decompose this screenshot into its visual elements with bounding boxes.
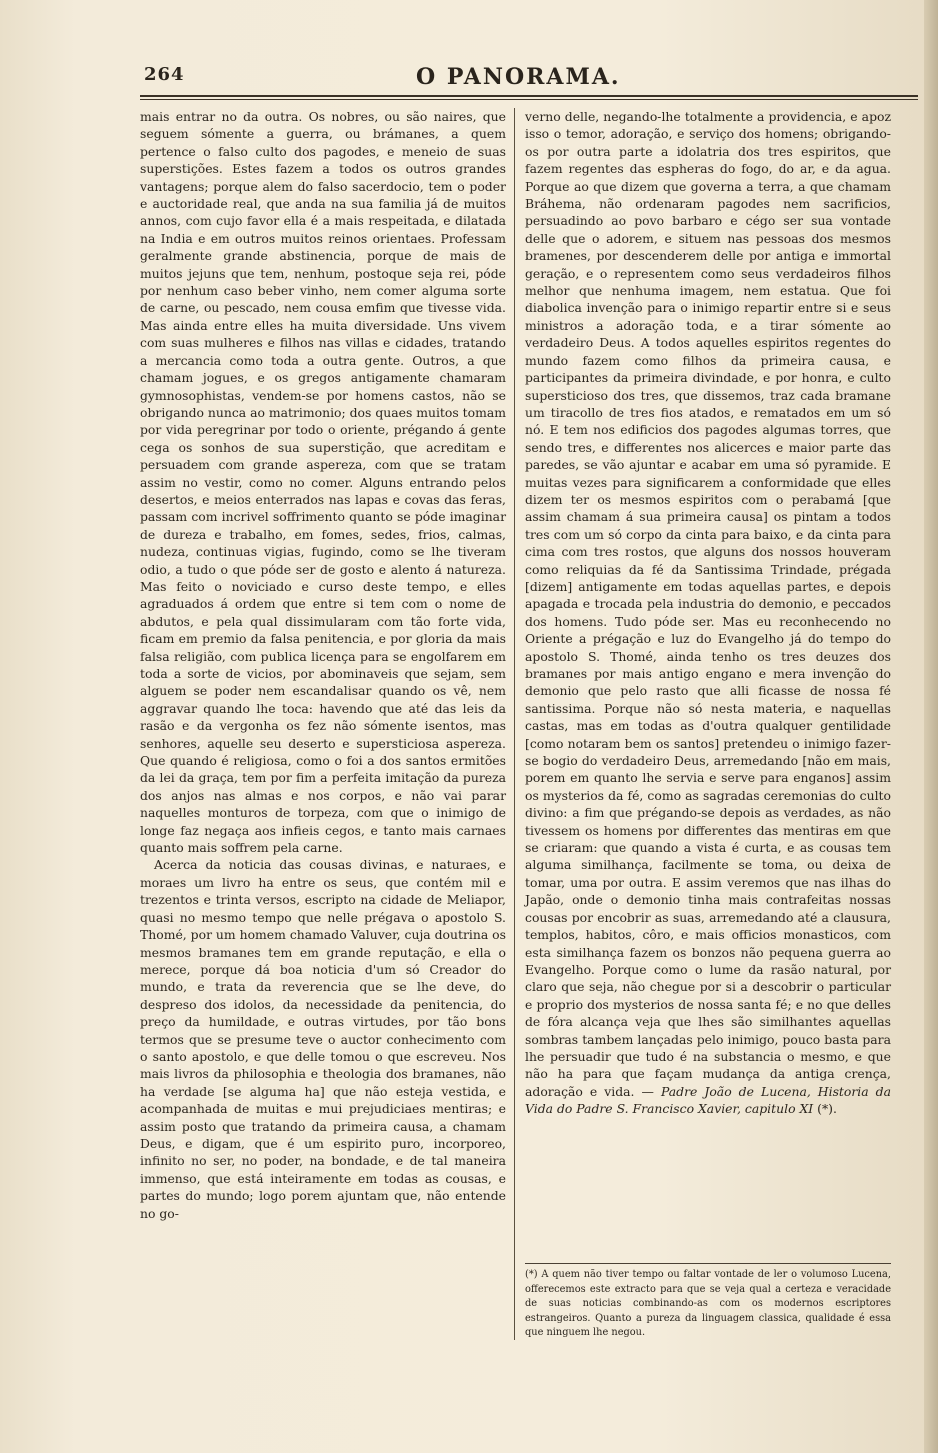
page-number: 264 (144, 64, 185, 85)
column-divider (514, 108, 515, 1340)
header-rule (140, 95, 918, 100)
page-edge (924, 0, 938, 1453)
journal-title: O PANORAMA. (416, 64, 621, 90)
left-column (140, 108, 506, 1222)
paragraph: mais entrar no da outra. Os nobres, ou são naires, que seguem sómente a guerra, ou brámanes, a quem pertence o falso culto dos pagodes, e meneio de suas superstições. Estes fazem a todos os outros grandes vantagens; porque alem do falso sacerdocio, tem o poder e auctoridade real, que anda na sua familia já de muitos annos, com cujo favor ella é a mais respeitada, e dilatada na India e em outros muitos reinos orientaes. Professam geralmente grande abstinencia, porque de mais de muitos jejuns que tem, nenhum, postoque seja rei, póde por nenhum caso beber vinho, nem comer alguma sorte de carne, ou pescado, nem cousa emfim que tivesse vida. Mas ainda entre elles ha muita diversidade. Uns vivem com suas mulheres e filhos nas villas e cidades, tratando a mercancia como toda a outra gente. Outros, a que chamam jogues, e os gregos antigamente chamaram gymnosophistas, vendem-se por homens castos, não se obrigando nunca ao matrimonio; dos quaes muitos tomam por vida peregrinar por todo o oriente, prégando á gente cega os sonhos de sua superstição, que acreditam e persuadem com grande aspereza, com que se tratam assim no vestir, como no comer. Alguns entrando pelos desertos, e meios enterrados nas lapas e covas das feras, passam com incrivel soffrimento quanto se póde imaginar de dureza e trabalho, em fomes, sedes, frios, calmas, nudeza, continuas vigias, fugindo, como se lhe tiveram odio, a tudo o que póde ser de gosto e alento á natureza. Mas feito o noviciado e curso deste tempo, e elles agraduados á ordem que entre si tem com o nome de abdutos, e pela qual dissimularam com tão forte vida, ficam em premio da falsa penitencia, e por gloria da mais falsa religião, com publica licença para se engolfarem em toda a sorte de vicios, por abominaveis que sejam, sem alguem se poder nem escandalisar quando os vê, nem aggravar quando lhe toca: havendo que até das leis da rasão e da vergonha os fez não sómente isentos, mas senhores, aquelle seu deserto e supersticiosa aspereza. Que quando é religiosa, como o foi a dos santos ermitões da lei da graça, tem por fim a perfeita imitação da pureza dos anjos nas almas e nos corpos, e não vai parar naquelles monturos de torpeza, com que o inimigo de longe faz negaça aos infieis cegos, e tanto mais carnaes quanto mais soffrem pela carne. (140, 109, 506, 856)
paragraph-text: verno delle, negando-lhe totalmente a providencia, e apoz isso o temor, adoração, e serviço dos homens; obrigando-os por outra parte a idolatria dos tres espiritos, que fazem regentes das espheras do fogo, do ar, e da agua. Porque ao que dizem que governa a terra, a que chamam Bráhema, não ordenaram pagodes nem sacrificios, persuadindo ao povo barbaro e cégo ser sua vontade delle que o adorem, e situem nas pessoas dos mesmos bramenes, por descenderem delle por antiga e immortal geração, e o representem como seus verdadeiros filhos melhor que nenhuma imagem, nem estatua. Que foi diabolica invenção para o inimigo repartir entre si e seus ministros a adoração toda, e a tirar sómente ao verdadeiro Deus. A todos aquelles espiritos regentes do mundo fazem como filhos da primeira causa, e participantes da primeira divindade, e por honra, e culto supersticioso dos tres, que dissemos, traz cada bramane um tiracollo de tres fios atados, e rematados em um só nó. E tem nos edificios dos pagodes algumas torres, que sendo tres, e differentes nos alicerces e maior parte das paredes, se vão ajuntar e acabar em uma só pyramide. E muitas vezes para significarem a conformidade que elles dizem ter os mesmos espiritos com o perabamá [que assim chamam á sua primeira causa] os pintam a todos tres com um só corpo da cinta para baixo, e da cinta para cima com tres rostos, que alguns dos nossos houveram como reliquias da fé da Santissima Trindade, prégada [dizem] antigamente em todas aquellas partes, e depois apagada e trocada pela industria do demonio, e peccados dos homens. Tudo póde ser. Mas eu reconhecendo no Oriente a prégação e luz do Evangelho já do tempo do apostolo S. Thomé, ainda tenho os tres deuzes dos bramanes por mais antigo engano e mera invenção do demonio que pelo rasto que alli ficasse de nossa fé santissima. Porque não só nesta materia, e naquellas castas, mas em todas as d'outra qualquer gentilidade [como notaram bem os santos] pretendeu o inimigo fazer-se bogio do verdadeiro Deus, arremedando [não em mais, porem em quanto lhe servia e serve para enganos] assim os mysterios da fé, como as sagradas ceremonias do culto divino: a fim que prégando-se depois as verdades, as não tivessem os homens por differentes das mentiras em que se criaram: que quando a vista é curta, e as cousas tem alguma similhança, facilmente se toma, ou deixa de tomar, uma por outra. E assim veremos que nas ilhas do Japão, onde o demonio tinha mais contrafeitas nossas cousas por encobrir as suas, arremedando até a clausura, templos, habitos, côro, e mais officios monasticos, com esta similhança fazem os bonzos não pequena guerra ao Evangelho. Porque como o lume da rasão natural, por claro que seja, não chegue por si a descobrir o particular e proprio dos mysterios de nossa santa fé; e no que delles de fóra alcança veja que lhes são similhantes aquellas sombras tambem lançadas pelo inimigo, pouco basta para lhe persuadir que tudo é na substancia o mesmo, e que não ha para que façam mudança da antiga crença, adoração e vida. — (525, 109, 891, 1099)
source-citation: Padre João de Lucena, Historia da Vida do Padre S. Francisco Xavier, capitulo XI (525, 1083, 892, 1117)
footnote-marker: (*). (813, 1101, 837, 1117)
footnote-rule (525, 1263, 891, 1264)
paragraph (525, 108, 891, 1118)
paragraph: Acerca da noticia das cousas divinas, e naturaes, e moraes um livro ha entre os seus, que contém mil e trezentos e trinta versos, escripto na cidade de Meliapor, quasi no mesmo tempo que nelle prégava o apostolo S. Thomé, por um homem chamado Valuver, cuja doutrina os mesmos bramanes tem em grande reputação, e ella o merece, porque dá boa noticia d'um só Creador do mundo, e trata da reverencia que se lhe deve, do despreso dos idolos, da necessidade da penitencia, do preço da humildade, e outras virtudes, por tão bons termos que se presume teve o auctor conhecimento com o santo apostolo, e que delle tomou o que escreveu. Nos mais livros da philosophia e theologia dos bramanes, não ha verdade [se alguma ha] que não esteja vestida, e acompanhada de muitas e mui prejudiciaes mentiras; e assim posto que tratando da primeira causa, a chamam Deus, e digam, que é um espirito puro, incorporeo, infinito no ser, no poder, na bondade, e de tal maneira immenso, que está inteiramente em todas as cousas, e partes do mundo; logo porem ajuntam que, não entende no go- (140, 857, 506, 1221)
page-header (140, 64, 918, 96)
right-column (525, 108, 891, 1118)
footnote: (*) A quem não tiver tempo ou faltar vontade de ler o volumoso Lucena, offerecemos este extracto para que se veja qual a certeza e veracidade de suas noticias combinando-as com os modernos escriptores estrangeiros. Quanto a pureza da linguagem classica, qualidade é essa que ninguem lhe negou. (525, 1269, 891, 1339)
